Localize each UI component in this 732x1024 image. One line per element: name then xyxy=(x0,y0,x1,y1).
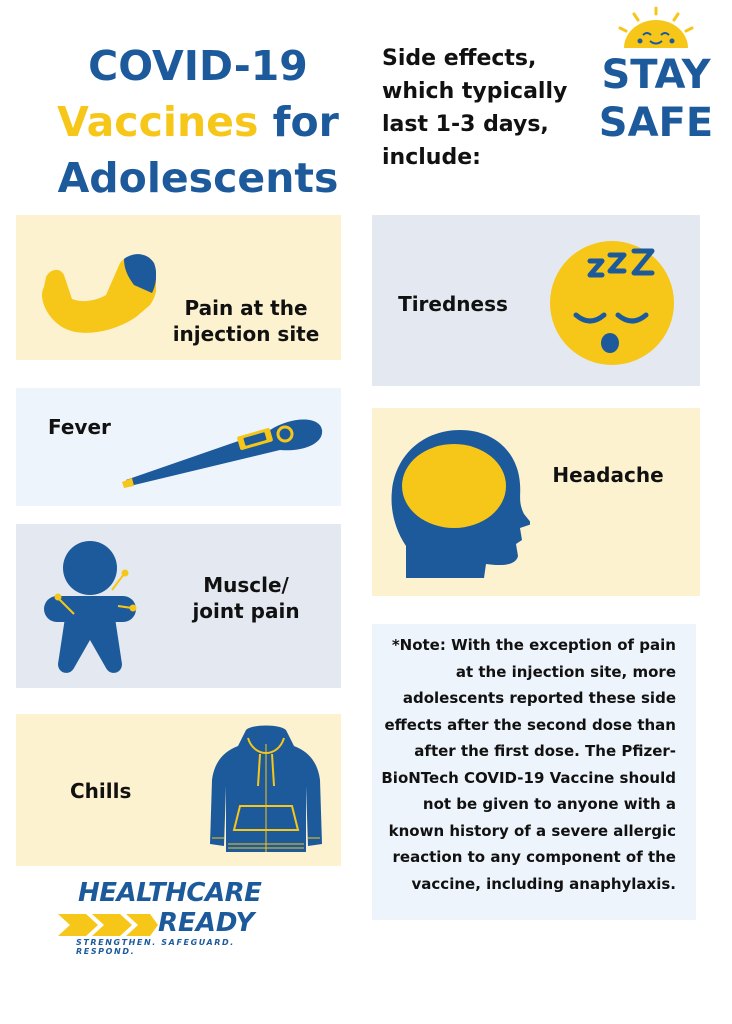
sun-icon xyxy=(596,4,716,144)
logo-line-2: READY xyxy=(158,908,255,938)
muscle-label: Muscle/ joint pain xyxy=(192,573,300,623)
note-box xyxy=(372,624,696,920)
voodoo-doll-icon xyxy=(40,540,140,678)
card-tiredness xyxy=(372,215,700,386)
headache-label: Headache xyxy=(552,463,664,487)
badge-line-2: SAFE xyxy=(598,100,714,144)
title-line-3: Adolescents xyxy=(57,154,339,202)
badge-line-1: STAY xyxy=(601,52,711,98)
hoodie-icon xyxy=(210,724,322,860)
chills-label: Chills xyxy=(70,779,132,803)
note-text: *Note: With the exception of pain at the injection site, more adolescents reported these side effects after the second dose than after the first dose. The Pfizer-BioNTech COVID-19 Vaccine should not be given to anyone with a known history of a severe allergic reaction to any component of the vaccine, including anaphylaxis. xyxy=(381,636,676,893)
card-pain-injection-site xyxy=(16,215,341,360)
flexed-arm-icon xyxy=(34,239,156,335)
title-line-1: COVID-19 xyxy=(88,42,308,90)
tiredness-label: Tiredness xyxy=(398,292,508,316)
logo-tagline: STRENGTHEN. SAFEGUARD. RESPOND. xyxy=(76,938,235,956)
side-effects-intro: Side effects, which typically last 1-3 days, include: xyxy=(382,46,568,170)
fever-label: Fever xyxy=(48,415,111,439)
healthcare-ready-logo xyxy=(58,878,288,958)
card-headache xyxy=(372,408,700,596)
title-line-2-highlight: Vaccines xyxy=(57,98,259,146)
card-muscle-joint-pain xyxy=(16,524,341,688)
chevrons-icon xyxy=(58,912,158,938)
thermometer-icon xyxy=(120,410,330,490)
card-chills xyxy=(16,714,341,866)
sleeping-face-icon xyxy=(548,237,678,367)
page-title xyxy=(38,38,358,206)
pain-label: Pain at the injection site xyxy=(172,296,320,346)
card-fever xyxy=(16,388,341,506)
logo-line-1: HEALTHCARE xyxy=(78,878,262,908)
stay-safe-badge xyxy=(596,4,716,144)
head-profile-icon xyxy=(390,428,530,578)
title-line-2-rest: for xyxy=(258,98,339,146)
